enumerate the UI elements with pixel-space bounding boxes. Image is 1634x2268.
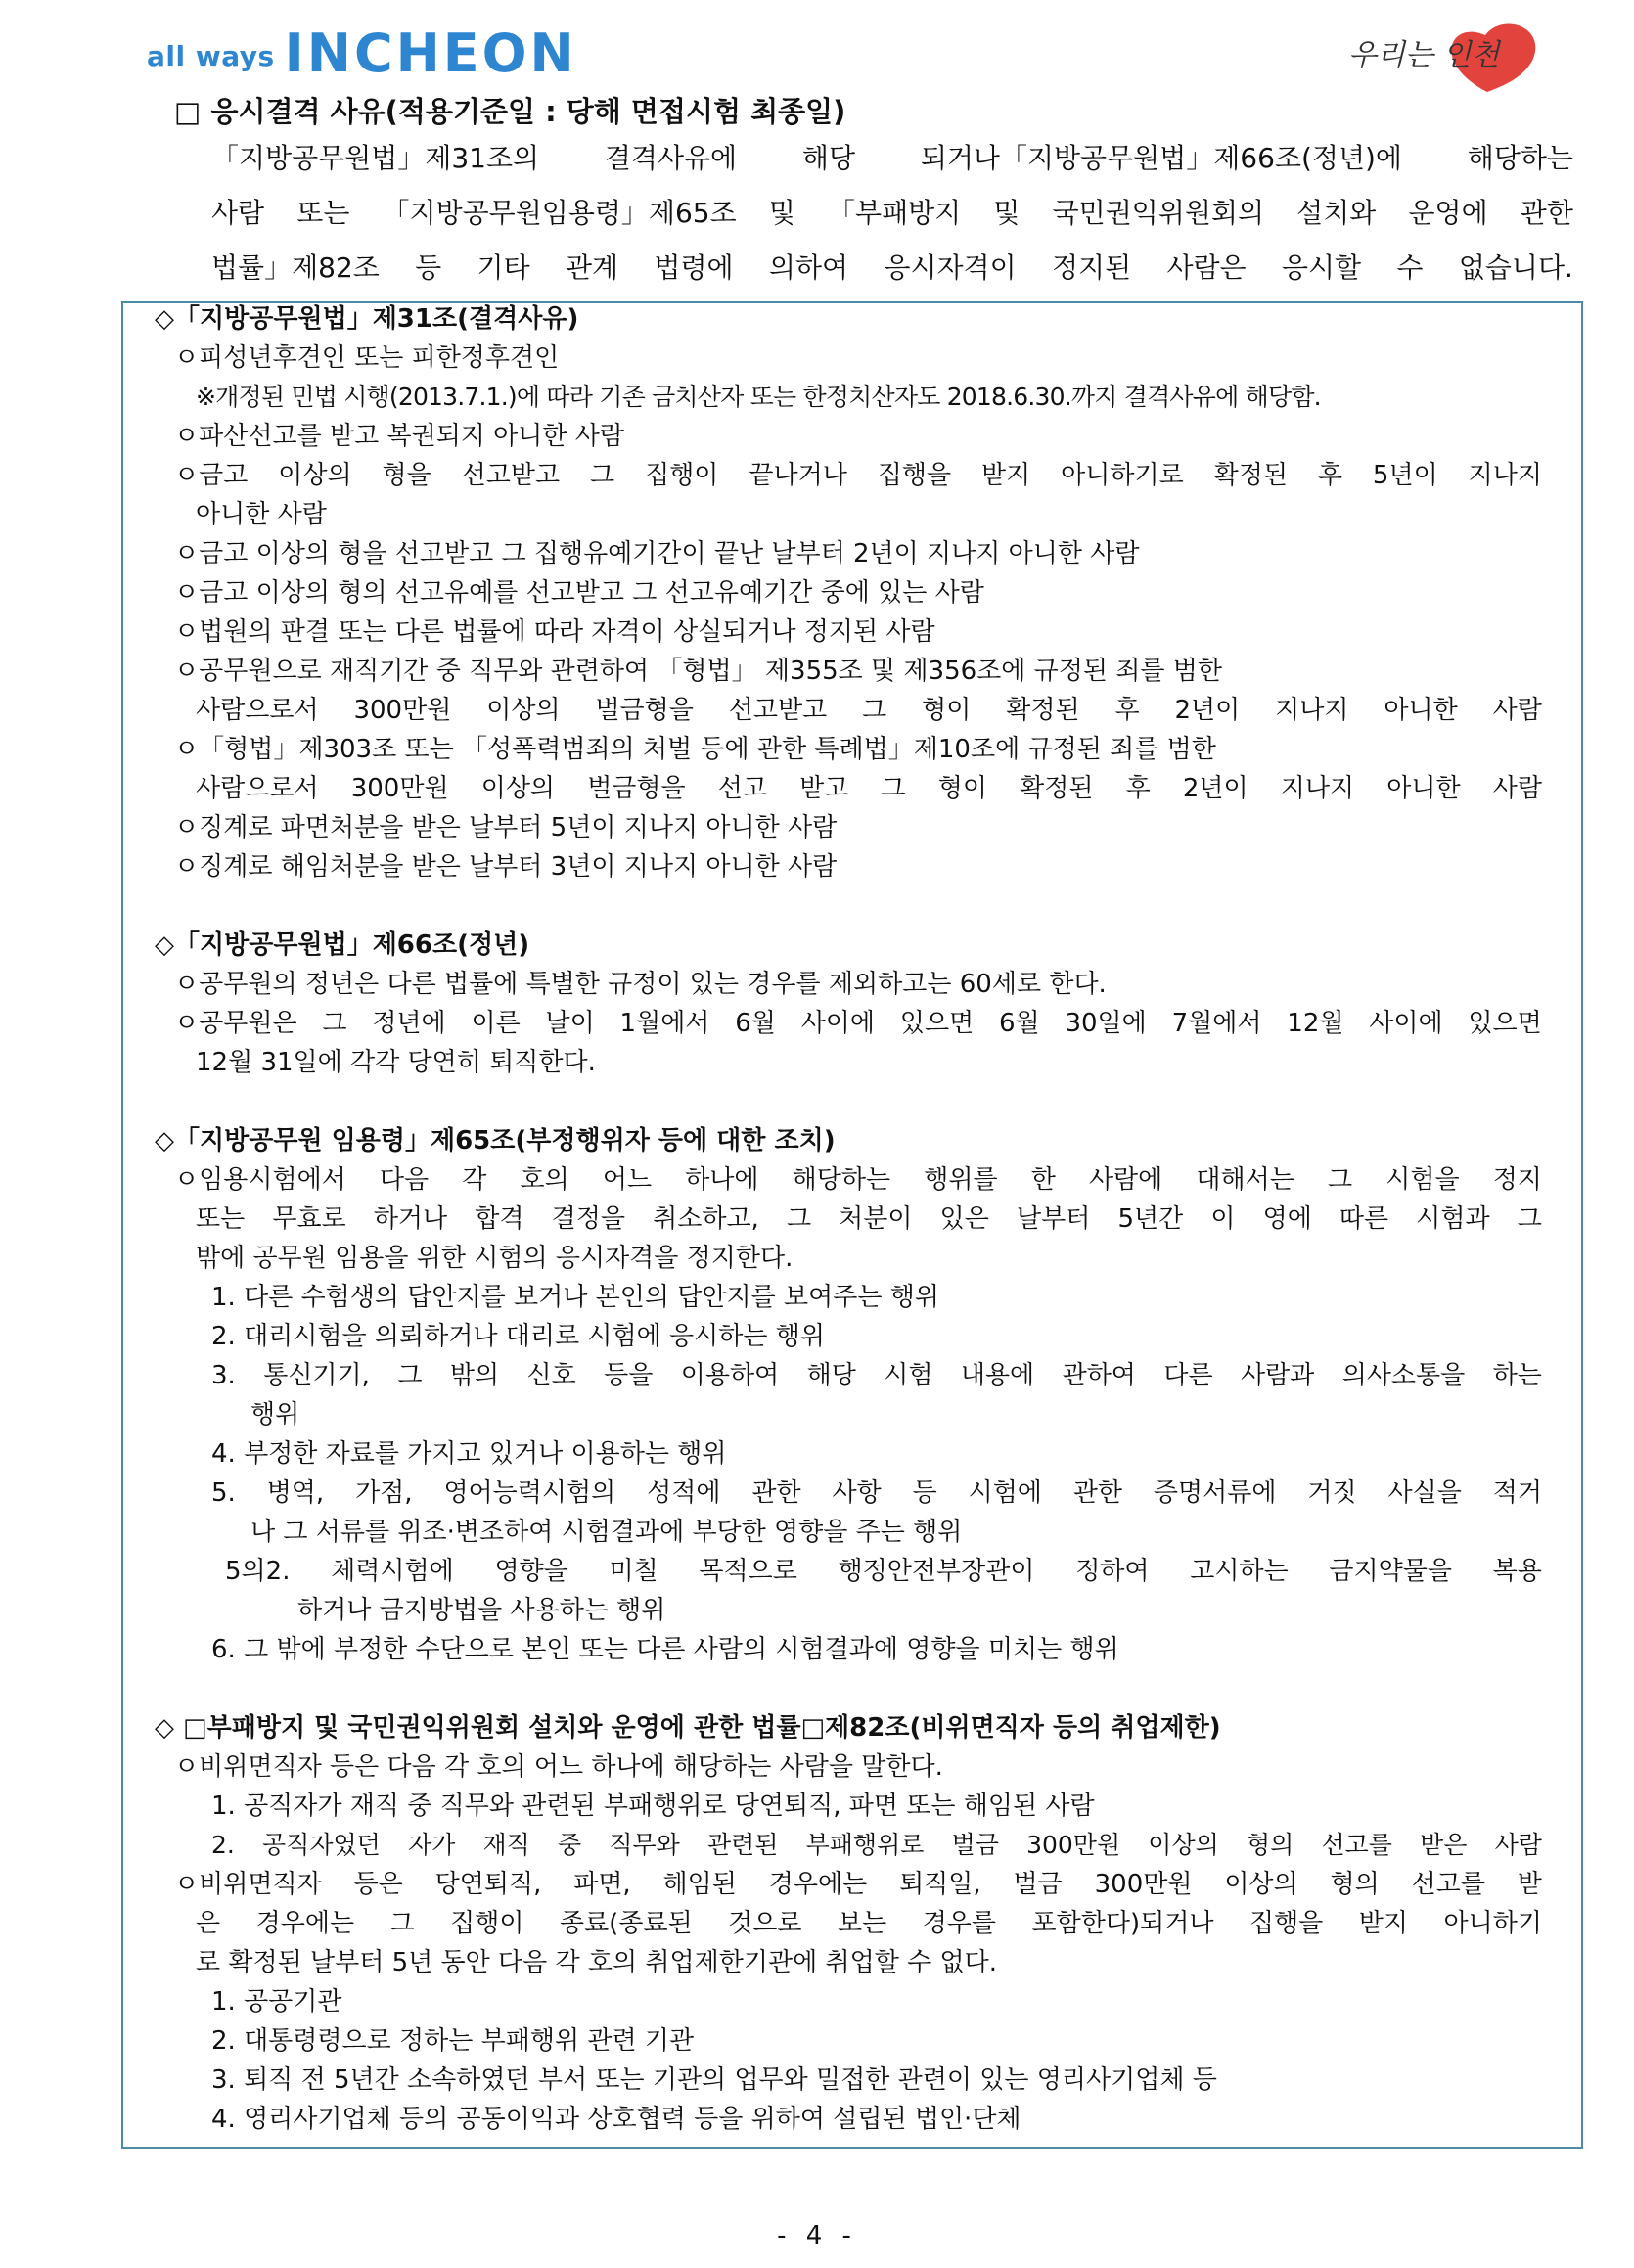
list-item-continuation: 로 확정된 날부터 5년 동안 다음 각 호의 취업제한기관에 취업할 수 없다.: [196, 1948, 997, 1977]
word: 「부패방지: [828, 197, 962, 229]
word: 영어능력시험의: [443, 1478, 616, 1508]
numbered-item: 1. 다른 수험생의 답안지를 보거나 본인의 답안지를 보여주는 행위: [211, 1283, 939, 1312]
word: 다른: [1163, 1361, 1213, 1390]
word: 직무와: [609, 1831, 680, 1859]
word: 2년이: [1174, 696, 1241, 725]
logo-tagline: all ways: [147, 40, 275, 72]
word: 선고를: [1321, 1831, 1392, 1859]
word: 5년간: [1117, 1204, 1184, 1234]
word: 받지: [1358, 1909, 1409, 1938]
word: 집행이: [450, 1909, 524, 1938]
word: 있은: [939, 1204, 989, 1234]
list-item: ㅇ금고 이상의 형의 선고유예를 선고받고 그 선고유예기간 중에 있는 사람: [174, 578, 984, 608]
word: 처분이: [839, 1204, 913, 1234]
numbered-item: [211, 1828, 1542, 1863]
list-item: ㅇ징계로 파면처분을 받은 날부터 5년이 지나지 아니한 사람: [174, 813, 838, 842]
slogan-text: 우리는 인천: [1348, 38, 1500, 72]
word: 집행을: [1248, 1909, 1324, 1938]
word: 「지방공무원임용령」제65조: [382, 197, 737, 229]
word: 취소하고,: [653, 1204, 759, 1234]
word: 확정된: [1006, 696, 1080, 725]
word: ㅇ공무원은: [174, 1009, 297, 1038]
word: 30일에: [1065, 1009, 1147, 1038]
word: 벌금: [951, 1831, 999, 1859]
word: 따른: [1339, 1204, 1389, 1234]
word: 후: [1125, 774, 1151, 803]
word: 사람과: [1240, 1361, 1315, 1390]
word: 중: [558, 1831, 582, 1859]
list-item-continuation: 12월 31일에 각각 당연히 퇴직한다.: [196, 1048, 596, 1077]
word: 300만원: [353, 696, 452, 725]
word: 병역,: [266, 1478, 325, 1508]
list-item: ㅇ공무원의 정년은 다른 법률에 특별한 규정이 있는 경우를 제외하고는 60세로 한다.: [174, 970, 1107, 999]
word: 집행을: [877, 461, 952, 490]
list-item-continuation: [196, 1202, 1542, 1237]
word: 12월: [1287, 1009, 1344, 1038]
word: 사람으로서: [196, 696, 319, 725]
word: 다음: [379, 1165, 430, 1195]
intro-line: [211, 131, 1573, 186]
word: 적거: [1492, 1478, 1542, 1508]
word: 날이: [545, 1009, 595, 1038]
word: 정지: [1492, 1165, 1542, 1195]
word: 선고를: [1411, 1870, 1485, 1899]
word: 끝나거나: [749, 461, 847, 490]
word: 신호: [526, 1361, 576, 1390]
word: 그: [1327, 1165, 1353, 1195]
word: 가점,: [355, 1478, 413, 1508]
word: 5년이: [1372, 461, 1438, 490]
word: 운영에: [1408, 197, 1488, 229]
word: 보는: [837, 1909, 887, 1938]
word: 성적에: [647, 1478, 721, 1508]
list-item-continuation: [196, 771, 1542, 806]
word: 정년에: [372, 1009, 446, 1038]
word: 「지방공무원법」제31조의: [211, 142, 540, 174]
word: 관한: [751, 1478, 801, 1508]
word: 포함한다)되거나: [1031, 1909, 1214, 1938]
list-item-continuation: 아니한 사람: [196, 500, 327, 529]
word: 시험에: [968, 1478, 1042, 1508]
word: 5.: [211, 1478, 236, 1508]
word: 있으면: [899, 1009, 975, 1038]
word: 형이: [922, 696, 972, 725]
list-item: ㅇ징계로 해임처분을 받은 날부터 3년이 지나지 아니한 사람: [174, 852, 838, 882]
word: 종료(종료된: [559, 1909, 693, 1938]
list-item: ㅇ「형법」제303조 또는 「성폭력범죄의 처벌 등에 관한 특례법」제10조에 규정된 죄를 범한: [174, 735, 1216, 764]
word: 재직: [482, 1831, 530, 1859]
list-item-continuation: [196, 1906, 1542, 1941]
word: 사람: [1492, 774, 1542, 803]
word: 후: [1317, 461, 1343, 490]
word: 이상의: [480, 774, 556, 803]
word: 해당하는: [792, 1165, 891, 1195]
word: 응시할: [1281, 251, 1362, 284]
word: 경우를: [922, 1909, 997, 1938]
word: 하는: [1492, 1361, 1542, 1390]
word: 받은: [1420, 1831, 1468, 1859]
heart-icon: [1340, 12, 1566, 100]
list-item: ㅇ공무원으로 재직기간 중 직무와 관련하여 「형법」 제355조 및 제356조에 규정된 죄를 범한: [174, 657, 1222, 686]
word: 있으면: [1468, 1009, 1542, 1038]
word: 300만원: [1094, 1870, 1193, 1899]
word: 목적으로: [699, 1557, 797, 1586]
word: 받고: [799, 774, 849, 803]
list-item: ㅇ비위면직자 등은 다음 각 호의 어느 하나에 해당하는 사람을 말한다.: [174, 1752, 943, 1782]
word: 해임된: [662, 1870, 737, 1899]
word: 300만원: [1026, 1831, 1121, 1859]
word: 날부터: [1016, 1204, 1091, 1234]
list-item: ㅇ피성년후견인 또는 피한정후견인: [174, 343, 560, 373]
list-item: [174, 1162, 1542, 1198]
word: 내용에: [960, 1361, 1035, 1390]
word: 관하여: [1062, 1361, 1136, 1390]
word: 그: [590, 461, 615, 490]
word: 형을: [382, 461, 431, 490]
word: 어느: [602, 1165, 653, 1195]
word: 등: [415, 251, 442, 284]
word: 경우에는: [255, 1909, 355, 1938]
word: 선고받고: [728, 696, 828, 725]
word: 사항: [832, 1478, 882, 1508]
word: 또는: [296, 197, 350, 229]
word: 사실을: [1387, 1478, 1462, 1508]
numbered-item: 2. 대통령령으로 정하는 부패행위 관련 기관: [211, 2026, 695, 2056]
word: 아니하기: [1443, 1909, 1542, 1938]
word: 이상의: [278, 461, 352, 490]
word: 통신기기,: [263, 1361, 370, 1390]
word: 5의2.: [225, 1557, 291, 1586]
word: 각: [462, 1165, 487, 1195]
word: 관련된: [706, 1831, 779, 1859]
numbered-item: [211, 1358, 1542, 1393]
word: 1월에서: [619, 1009, 710, 1038]
word: 벌금: [1013, 1870, 1063, 1899]
word: 사람은: [1166, 251, 1247, 284]
word: 국민권익위원회의: [1052, 197, 1264, 229]
word: 해당하는: [1467, 142, 1573, 174]
word: 받: [1517, 1870, 1542, 1899]
word: 지나지: [1280, 774, 1355, 803]
list-item: [174, 1006, 1542, 1041]
word: 형의: [1246, 1831, 1294, 1859]
numbered-item-continuation: 행위: [250, 1400, 300, 1429]
word: 선고받고: [461, 461, 561, 490]
word: 지나지: [1468, 461, 1542, 490]
word: 그: [389, 1909, 415, 1938]
word: 그: [881, 774, 906, 803]
word: 퇴직일,: [899, 1870, 981, 1899]
heart-slogan-logo: [1340, 12, 1566, 100]
word: 사람: [1494, 1831, 1542, 1859]
word: 사이에: [1369, 1009, 1443, 1038]
word: 형이: [937, 774, 987, 803]
word: 합격: [475, 1204, 524, 1234]
word: ㅇ비위면직자: [174, 1870, 322, 1899]
word: 6월: [999, 1009, 1040, 1038]
word: 영에: [1262, 1204, 1312, 1234]
word: 하거나: [373, 1204, 448, 1234]
block-title: ◇「지방공무원 임용령」제65조(부정행위자 등에 대한 조치): [155, 1126, 836, 1156]
word: 그: [1517, 1204, 1542, 1234]
word: 이상의: [486, 696, 561, 725]
word: 고시하는: [1190, 1557, 1289, 1586]
numbered-item: 1. 공직자가 재직 중 직무와 관련된 부패행위로 당연퇴직, 파면 또는 해임된 사람: [211, 1792, 1095, 1821]
word: 이상의: [1224, 1870, 1298, 1899]
word: 부패행위로: [805, 1831, 925, 1859]
word: 관한: [1072, 1478, 1123, 1508]
intro-paragraph: [211, 131, 1573, 295]
word: 지나지: [1275, 696, 1349, 725]
word: 이: [1210, 1204, 1236, 1234]
word: 벌금형을: [587, 774, 686, 803]
word: 관한: [1520, 197, 1573, 229]
word: 영향을: [494, 1557, 568, 1586]
word: 및: [993, 197, 1021, 229]
intro-line: [211, 241, 1573, 295]
logo-wordmark: INCHEON: [284, 23, 577, 84]
numbered-item: [225, 1554, 1542, 1589]
note-item: ※개정된 민법 시행(2013.7.1.)에 따라 기존 금치산자 또는 한정치산자도 2018.6.30.까지 결격사유에 해당함.: [196, 383, 1321, 411]
word: 것으로: [728, 1909, 802, 1938]
word: 응시자격이: [884, 251, 1017, 284]
word: 경우에는: [768, 1870, 868, 1899]
word: 300만원: [350, 774, 449, 803]
word: 하나에: [685, 1165, 759, 1195]
word: 또는: [196, 1204, 246, 1234]
word: 아니한: [1384, 696, 1458, 725]
word: 결격사유에: [604, 142, 738, 174]
word: 그: [322, 1009, 347, 1038]
word: 사이에: [800, 1009, 876, 1038]
word: 시험을: [1385, 1165, 1460, 1195]
word: 7월에서: [1171, 1009, 1262, 1038]
incheon-logo: [147, 23, 577, 84]
word: 의사소통을: [1341, 1361, 1466, 1390]
word: 없습니다.: [1458, 251, 1573, 284]
block-title: ◇「지방공무원법」제66조(정년): [155, 930, 530, 960]
word: 그: [397, 1361, 423, 1390]
word: 금지약물을: [1329, 1557, 1452, 1586]
numbered-item: 4. 영리사기업체 등의 공동이익과 상호협력 등을 위하여 설립된 법인·단체: [211, 2105, 1021, 2134]
word: ㅇ임용시험에서: [174, 1165, 346, 1195]
word: 및: [768, 197, 795, 229]
word: 받지: [980, 461, 1031, 490]
word: 해당: [801, 142, 856, 174]
word: 밖의: [449, 1361, 500, 1390]
word: 후: [1114, 696, 1140, 725]
word: 그: [862, 696, 887, 725]
word: 설치와: [1296, 197, 1377, 229]
word: 자가: [408, 1831, 456, 1859]
list-item: [174, 458, 1542, 493]
word: 형의: [1330, 1870, 1380, 1899]
word: 정하여: [1075, 1557, 1150, 1586]
word: 법령에: [654, 251, 734, 284]
numbered-item: 1. 공공기관: [211, 1987, 342, 2017]
word: 의하여: [768, 251, 849, 284]
block-title: ◇「지방공무원법」제31조(결격사유): [155, 304, 579, 334]
list-item: ㅇ법원의 판결 또는 다른 법률에 따라 자격이 상실되거나 정지된 사람: [174, 617, 935, 647]
word: 확정된: [1020, 774, 1094, 803]
word: 되거나「지방공무원법」제66조(정년)에: [920, 142, 1402, 174]
word: 호의: [520, 1165, 569, 1195]
list-item-continuation: [196, 693, 1542, 728]
list-item: ㅇ파산선고를 받고 복권되지 아니한 사람: [174, 422, 625, 451]
intro-line: [211, 186, 1573, 241]
word: 시험: [884, 1361, 933, 1390]
word: 파면,: [573, 1870, 631, 1899]
word: 확정된: [1213, 461, 1288, 490]
word: 3.: [211, 1361, 236, 1390]
word: 벌금형을: [595, 696, 694, 725]
word: 행위를: [924, 1165, 998, 1195]
word: 등을: [604, 1361, 654, 1390]
word: 사람: [211, 197, 265, 229]
word: 이른: [471, 1009, 521, 1038]
list-item: [174, 1867, 1542, 1902]
block-title: ◇ □부패방지 및 국민권익위원회 설치와 운영에 관한 법률□제82조(비위면직자 등의 취업제한): [155, 1713, 1221, 1743]
word: 행정안전부장관이: [838, 1557, 1035, 1586]
word: 대해서는: [1196, 1165, 1294, 1195]
page-number: - 4 -: [777, 2221, 857, 2250]
word: 이용하여: [680, 1361, 780, 1390]
word: 해당: [806, 1361, 856, 1390]
word: 공직자였던: [262, 1831, 381, 1859]
numbered-item: 4. 부정한 자료를 가지고 있거나 이용하는 행위: [211, 1439, 727, 1469]
word: 등: [912, 1478, 937, 1508]
word: 선고: [717, 774, 768, 803]
word: 거짓: [1307, 1478, 1357, 1508]
word: 이상의: [1148, 1831, 1219, 1859]
word: ㅇ금고: [174, 461, 249, 490]
word: 사람으로서: [196, 774, 319, 803]
word: 정지된: [1051, 251, 1132, 284]
list-item-continuation: 밖에 공무원 임용을 위한 시험의 응시자격을 정지한다.: [196, 1244, 794, 1273]
word: 수: [1396, 251, 1424, 284]
word: 은: [196, 1909, 221, 1938]
numbered-item: [211, 1475, 1542, 1511]
word: 체력시험에: [331, 1557, 454, 1586]
list-item: ㅇ금고 이상의 형을 선고받고 그 집행유예기간이 끝난 날부터 2년이 지나지 아니한 사람: [174, 539, 1140, 568]
word: 사람에: [1088, 1165, 1163, 1195]
numbered-item-continuation: 하거나 금지방법을 사용하는 행위: [297, 1596, 666, 1625]
word: 아니하기로: [1061, 461, 1184, 490]
word: 2년이: [1182, 774, 1248, 803]
numbered-item: 3. 퇴직 전 5년간 소속하였던 부서 또는 기관의 업무와 밀접한 관련이 있는 영리사기업체 등: [211, 2065, 1217, 2095]
word: 시험과: [1416, 1204, 1490, 1234]
word: 6월: [735, 1009, 776, 1038]
numbered-item-continuation: 나 그 서류를 위조·변조하여 시험결과에 부당한 영향을 주는 행위: [250, 1518, 963, 1547]
word: 아니한: [1386, 774, 1461, 803]
word: 복용: [1492, 1557, 1542, 1586]
numbered-item: 6. 그 밖에 부정한 수단으로 본인 또는 다른 사람의 시험결과에 영향을 미치는 행위: [211, 1635, 1119, 1664]
word: 무효로: [272, 1204, 346, 1234]
word: 사람: [1492, 696, 1542, 725]
word: 집행이: [645, 461, 719, 490]
word: 결정을: [551, 1204, 625, 1234]
word: 등은: [353, 1870, 403, 1899]
numbered-item: 2. 대리시험을 의뢰하거나 대리로 시험에 응시하는 행위: [211, 1322, 825, 1351]
section-title: □ 응시결격 사유(적용기준일 : 당해 면접시험 최종일): [174, 95, 846, 128]
word: 한: [1030, 1165, 1056, 1195]
word: 관계: [565, 251, 619, 284]
word: 2.: [211, 1831, 235, 1859]
word: 당연퇴직,: [434, 1870, 542, 1899]
word: 증명서류에: [1153, 1478, 1277, 1508]
word: 그: [786, 1204, 812, 1234]
word: 기타: [477, 251, 530, 284]
word: 미칠: [609, 1557, 658, 1586]
word: 법률」제82조: [211, 251, 380, 284]
